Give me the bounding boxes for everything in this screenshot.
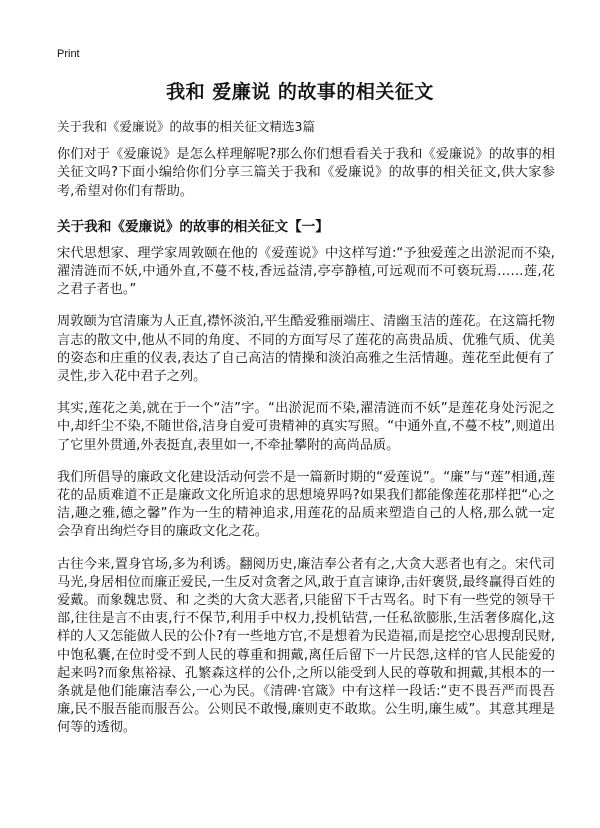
page-title: 我和 爱廉说 的故事的相关征文 (166, 81, 434, 103)
article-subtitle: 关于我和《爱廉说》的故事的相关征文精选3篇 (57, 119, 315, 134)
body-paragraph: 周敦颐为官清廉为人正直,襟怀淡泊,平生酷爱雅丽端庄、清幽玉洁的莲花。在这篇托物言志的散文中,他从不同的角度、不同的方面写尽了莲花的高贵品质、优雅气质、优美的姿态和庄重的仪表,表达了自己高洁的情操和淡泊高雅之生活情趣。莲花至此便有了灵性,步入花中君子之列。 (57, 314, 555, 385)
body-paragraph: 我们所倡导的廉政文化建设活动何尝不是一篇新时期的“爱莲说”。“廉”与“莲”相通,莲花的品质难道不正是廉政文化所追求的思想境界吗?如果我们都能像莲花那样把“心之洁,趣之雅,德之馨”作为一生的精神追求,用莲花的品质来塑造自己的人格,那么就一定会孕育出绚烂夺目的廉政文化之花。 (57, 469, 555, 540)
article-body (57, 118, 555, 752)
section-heading: 关于我和《爱廉说》的故事的相关征文【一】 (57, 218, 329, 235)
print-label: Print (57, 48, 80, 60)
intro-paragraph: 你们对于《爱廉说》是怎么样理解呢?那么你们想看看关于我和《爱廉说》的故事的相关征文吗?下面小编给你们分享三篇关于我和《爱廉说》的故事的相关征文,供大家参考,希望对你们有帮助。 (57, 147, 555, 199)
body-paragraph: 古往今来,置身官场,多为利诱。翻阅历史,廉洁奉公者有之,大贪大恶者也有之。宋代司马光,身居相位而廉正爱民,一生反对贪奢之风,敢于直言谏诤,击奸褒贤,最终赢得百姓的爱戴。而象魏忠贤、和 之类的大贪大恶者,只能留下千古骂名。时下有一些党的领导干部,往往是言不由衷,行不保节,利用手中权力,投机钻营,一任私欲膨胀,生活奢侈腐化,这样的人又怎能做人民的公仆?有一些地方官,不是想着为民造福,而是挖空心思搜刮民财,中饱私囊,在位时受不到人民的尊重和拥戴,离任后留下一片民怨,这样的官人民能爱的起来吗?而象焦裕禄、孔繁森这样的公仆,之所以能受到人民的尊敬和拥戴,其根本的一条就是他们能廉洁奉公,一心为民。《清碑·官箴》中有这样一段话:“吏不畏吾严而畏吾廉,民不服吾能而服吾公。公则民不敢慢,廉则吏不敢欺。公生明,廉生威”。其意其理是何等的透彻。 (57, 556, 555, 736)
body-paragraph: 宋代思想家、理学家周敦颐在他的《爱莲说》中这样写道:“予独爱莲之出淤泥而不染,濯清涟而不妖,中通外直,不蔓不枝,香远益清,亭亭静植,可远观而不可亵玩焉……莲,花之君子者也。” (57, 245, 555, 298)
body-paragraph: 其实,莲花之美,就在于一个“洁”字。“出淤泥而不染,濯清涟而不妖”是莲花身处污泥之中,却纤尘不染,不随世俗,洁身自爱可贵精神的真实写照。“中通外直,不蔓不枝”,则道出了它里外贯通,外表挺直,表里如一,不牵扯攀附的高尚品质。 (57, 401, 555, 453)
